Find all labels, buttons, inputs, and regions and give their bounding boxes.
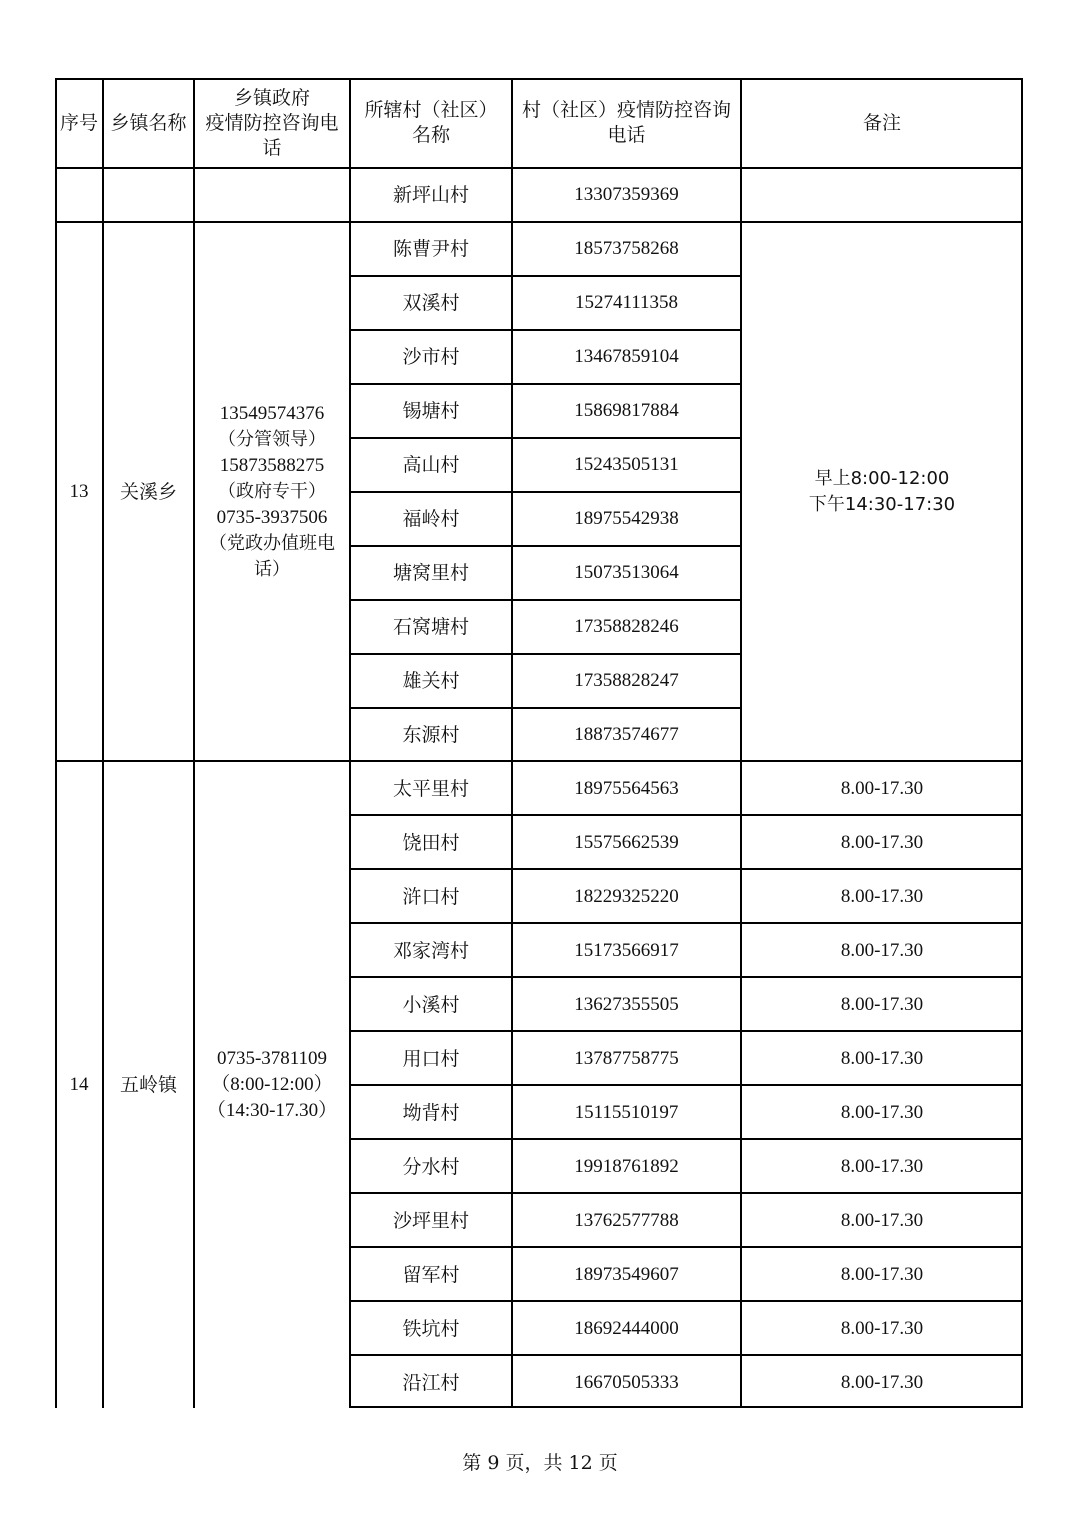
village-phone: 18573758268	[574, 238, 679, 259]
grid-hline	[349, 1406, 1023, 1408]
grid-vline	[1021, 78, 1023, 1408]
header-town-phone-line1: 乡镇政府	[233, 86, 310, 109]
village-phone: 13787758775	[574, 1048, 679, 1069]
grid-vline	[349, 78, 351, 1408]
village-name: 饶田村	[402, 832, 460, 854]
village-phone: 13467859104	[574, 346, 679, 367]
village-name: 邓家湾村	[392, 940, 469, 962]
header-town-phone-line3: 话	[262, 136, 282, 159]
village-name: 塘窝里村	[392, 562, 469, 584]
grid-hline	[349, 1246, 1023, 1248]
village-name: 雄关村	[402, 670, 460, 692]
header-village-name-line1: 所辖村（社区）	[364, 99, 498, 121]
group-13-phone-line: 话）	[254, 558, 290, 580]
grid-hline	[55, 221, 1023, 223]
grid-hline	[349, 922, 1023, 924]
village-phone: 15173566917	[574, 940, 679, 961]
group-13-phone-line: 13549574376	[219, 402, 325, 424]
group-13-phone-line: （分管领导）	[218, 428, 326, 450]
village-remark: 8.00-17.30	[840, 778, 924, 799]
village-remark: 8.00-17.30	[840, 886, 924, 907]
grid-hline	[55, 760, 1023, 762]
grid-hline	[55, 167, 1023, 169]
village-name: 小溪村	[402, 994, 460, 1016]
group-13-town-phone	[194, 222, 350, 761]
header-village-phone-line2: 电话	[607, 124, 646, 146]
village-phone: 15274111358	[574, 292, 679, 313]
group-13-phone-line: （政府专干）	[218, 480, 326, 502]
village-phone: 13762577788	[574, 1210, 679, 1231]
grid-hline	[349, 383, 741, 385]
grid-hline	[349, 653, 741, 655]
village-phone: 18692444000	[574, 1318, 679, 1339]
grid-hline	[349, 275, 741, 277]
village-name: 沿江村	[402, 1372, 460, 1394]
village-name: 用口村	[402, 1048, 460, 1070]
header-town-name: 乡镇名称	[110, 111, 187, 134]
village-remark: 8.00-17.30	[840, 994, 924, 1015]
grid-hline	[349, 1084, 1023, 1086]
village-name: 石窝塘村	[392, 616, 469, 638]
village-name: 高山村	[402, 454, 460, 476]
contact-table	[55, 78, 1023, 1408]
village-name: 锡塘村	[402, 400, 460, 422]
first-row-village: 新坪山村	[392, 184, 469, 206]
village-phone: 18973549607	[574, 1264, 679, 1285]
village-phone: 15073513064	[574, 562, 679, 583]
village-phone: 16670505333	[574, 1372, 679, 1393]
village-name: 沙坪里村	[392, 1210, 469, 1232]
village-phone: 18229325220	[574, 886, 679, 907]
header-village-phone	[512, 78, 741, 168]
grid-hline	[349, 1300, 1023, 1302]
village-remark: 8.00-17.30	[840, 1318, 924, 1339]
group-13-phone-line: （党政办值班电	[209, 532, 335, 554]
group-14-phone-line: （8:00-12:00）	[211, 1073, 333, 1095]
grid-hline	[349, 814, 1023, 816]
village-name: 坳背村	[402, 1102, 460, 1124]
page-footer: 第 9 页，共 12 页	[462, 1452, 618, 1474]
village-name: 分水村	[402, 1156, 460, 1178]
header-seq: 序号	[59, 111, 98, 134]
village-phone: 15243505131	[574, 454, 679, 475]
village-remark: 8.00-17.30	[840, 1048, 924, 1069]
village-name: 陈曹尹村	[392, 238, 469, 260]
grid-hline	[55, 78, 1023, 80]
grid-hline	[349, 491, 741, 493]
group-14-seq: 14	[69, 1073, 89, 1095]
village-remark: 8.00-17.30	[840, 940, 924, 961]
grid-hline	[349, 1354, 1023, 1356]
grid-hline	[349, 329, 741, 331]
group-14-phone-line: 0735-3781109	[216, 1047, 328, 1069]
village-remark: 8.00-17.30	[840, 1156, 924, 1177]
group-13-town: 关溪乡	[119, 480, 177, 503]
header-town-phone-line2: 疫情防控咨询电	[205, 111, 339, 134]
village-phone: 13627355505	[574, 994, 679, 1015]
village-phone: 18975542938	[574, 508, 679, 529]
grid-hline	[349, 1138, 1023, 1140]
grid-hline	[349, 976, 1023, 978]
group-14-town: 五岭镇	[119, 1073, 177, 1096]
group-14-town-phone	[194, 761, 350, 1408]
village-phone: 15869817884	[574, 400, 679, 421]
grid-hline	[349, 1192, 1023, 1194]
header-village-name	[350, 78, 512, 168]
grid-vline	[193, 78, 195, 1408]
header-village-phone-line1: 村（社区）疫情防控咨询	[521, 99, 731, 121]
group-13-seq: 13	[69, 480, 89, 502]
first-row-phone: 13307359369	[574, 184, 679, 205]
village-name: 浒口村	[402, 886, 460, 908]
village-name: 铁坑村	[402, 1318, 460, 1340]
grid-vline	[55, 78, 57, 1408]
header-remarks: 备注	[862, 111, 901, 134]
header-town-phone	[194, 78, 350, 168]
village-remark: 8.00-17.30	[840, 832, 924, 853]
village-phone: 19918761892	[574, 1156, 679, 1177]
village-name: 东源村	[402, 724, 460, 746]
village-phone: 18975564563	[574, 778, 679, 799]
village-phone: 17358828247	[574, 670, 679, 691]
village-remark: 8.00-17.30	[840, 1264, 924, 1285]
grid-hline	[349, 437, 741, 439]
grid-hline	[349, 599, 741, 601]
grid-hline	[349, 545, 741, 547]
village-name: 福岭村	[402, 508, 460, 530]
village-phone: 18873574677	[574, 724, 679, 745]
grid-hline	[349, 1030, 1023, 1032]
group-13-phone-line: 0735-3937506	[216, 506, 328, 528]
group-13-remarks	[741, 222, 1023, 761]
group-13-remark-line: 早上8:00-12:00	[814, 467, 950, 489]
grid-vline	[511, 78, 513, 1408]
village-remark: 8.00-17.30	[840, 1372, 924, 1393]
village-phone: 15575662539	[574, 832, 679, 853]
village-phone: 17358828246	[574, 616, 679, 637]
grid-vline	[740, 78, 742, 1408]
group-14-phone-line: （14:30-17.30）	[206, 1099, 338, 1121]
grid-hline	[349, 707, 741, 709]
village-name: 双溪村	[402, 292, 460, 314]
village-name: 太平里村	[392, 778, 469, 800]
village-phone: 15115510197	[574, 1102, 679, 1123]
village-remark: 8.00-17.30	[840, 1102, 924, 1123]
group-13-phone-line: 15873588275	[219, 454, 325, 476]
village-name: 留军村	[402, 1264, 460, 1286]
header-village-name-line2: 名称	[411, 124, 450, 146]
grid-vline	[102, 78, 104, 1408]
village-remark: 8.00-17.30	[840, 1210, 924, 1231]
grid-hline	[349, 868, 1023, 870]
village-name: 沙市村	[402, 346, 460, 368]
group-13-remark-line: 下午14:30-17:30	[808, 493, 956, 515]
